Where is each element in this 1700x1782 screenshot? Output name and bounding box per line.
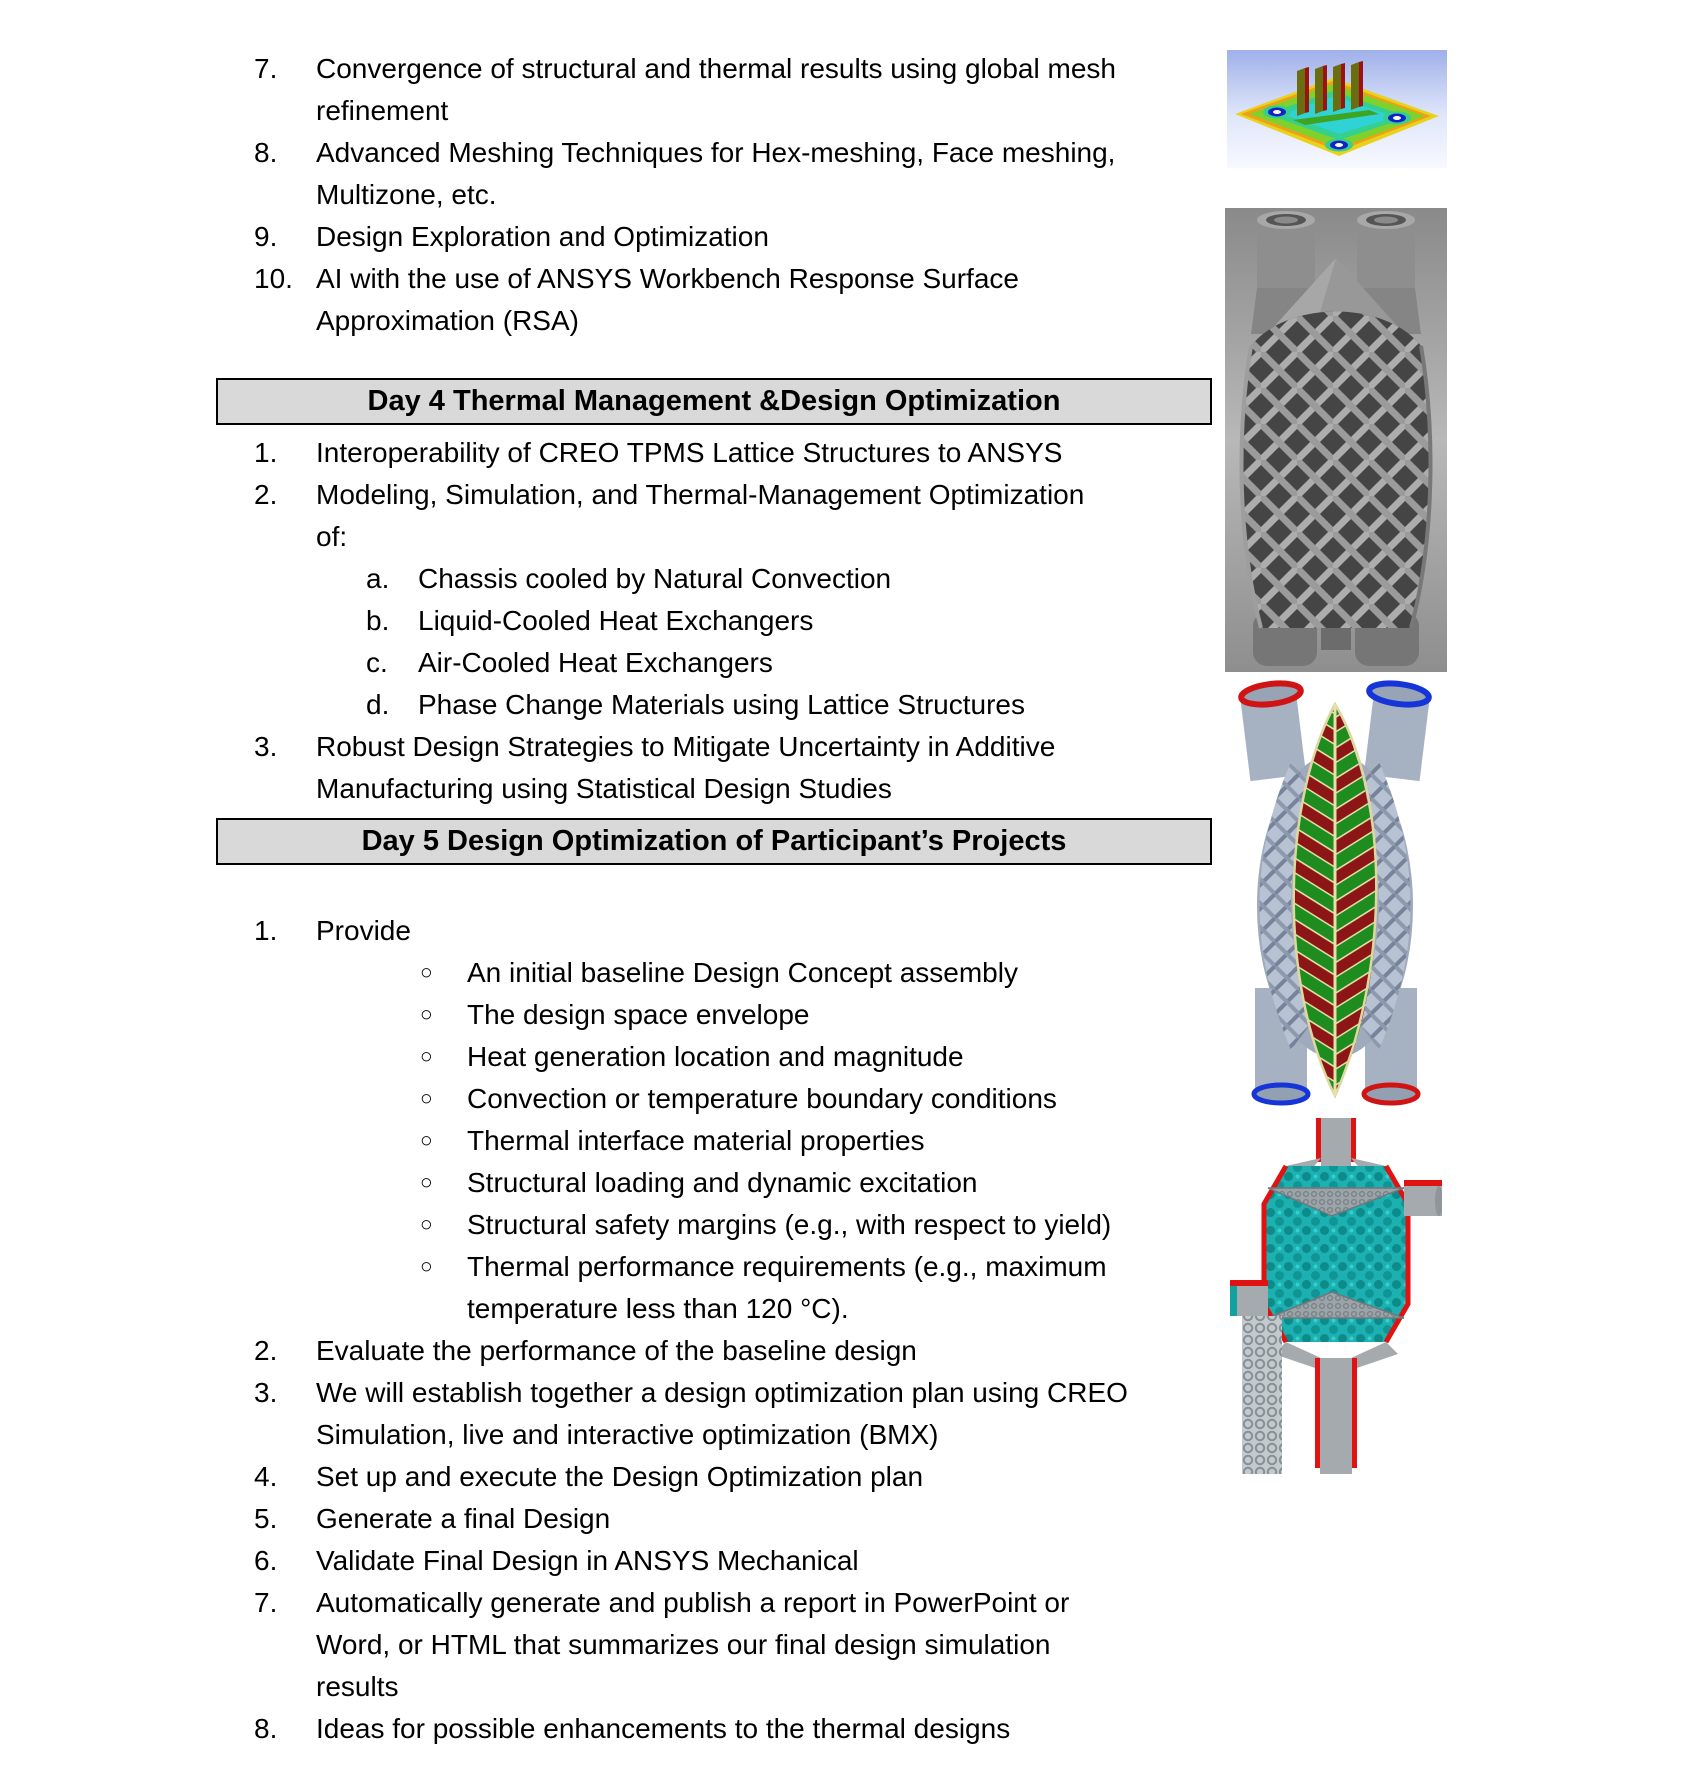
bullet-item bbox=[216, 994, 1212, 1036]
list-item-line: Automatically generate and publish a report in PowerPoint or bbox=[316, 1587, 1070, 1618]
list-marker: 8. bbox=[254, 137, 278, 168]
list-item-text bbox=[467, 1036, 964, 1078]
list-item-line: Interoperability of CREO TPMS Lattice Structures to ANSYS bbox=[316, 437, 1063, 468]
list-item-text bbox=[418, 600, 813, 642]
section-header-day5: Day 5 Design Optimization of Participant’s Projects bbox=[216, 818, 1212, 865]
list-item-text bbox=[418, 642, 773, 684]
list-item bbox=[216, 132, 1212, 216]
list-item-line: AI with the use of ANSYS Workbench Response Surface bbox=[316, 263, 1019, 294]
list-item-text bbox=[467, 1246, 1107, 1330]
list-marker: a. bbox=[366, 563, 390, 594]
list-marker: d. bbox=[366, 689, 390, 720]
gyroid-heat-exchanger-cutaway-icon bbox=[1230, 1118, 1442, 1476]
lattice-heat-exchanger-cutaway-image bbox=[1227, 678, 1443, 1112]
list-marker: 8. bbox=[254, 1713, 278, 1744]
list-item bbox=[216, 258, 1212, 342]
list-item-text bbox=[316, 216, 769, 258]
bullet-item bbox=[216, 952, 1212, 994]
list-item-text bbox=[467, 1120, 925, 1162]
list-item-line: refinement bbox=[316, 95, 449, 126]
fea-contour-plot-icon bbox=[1227, 50, 1447, 168]
circle-bullet-icon: ○ bbox=[420, 1003, 433, 1026]
circle-bullet-icon: ○ bbox=[420, 1087, 433, 1110]
list-item-text bbox=[467, 1078, 1057, 1120]
list-item-line: Heat generation location and magnitude bbox=[467, 1041, 964, 1072]
bullet-item bbox=[216, 1204, 1212, 1246]
list-item bbox=[216, 1708, 1212, 1750]
list-item-text bbox=[418, 558, 891, 600]
list-item-text bbox=[316, 132, 1115, 216]
list-marker: 4. bbox=[254, 1461, 278, 1492]
list-item-text bbox=[316, 910, 411, 952]
list-item bbox=[216, 1456, 1212, 1498]
list-subitem bbox=[216, 600, 1212, 642]
list-item-line: Manufacturing using Statistical Design Studies bbox=[316, 773, 892, 804]
list-marker: 10. bbox=[254, 263, 293, 294]
list-marker: 7. bbox=[254, 1587, 278, 1618]
list-item-text bbox=[316, 1456, 923, 1498]
list-item-line: Advanced Meshing Techniques for Hex-meshing, Face meshing, bbox=[316, 137, 1116, 168]
circle-bullet-icon: ○ bbox=[420, 1129, 433, 1152]
bullet-item bbox=[216, 1036, 1212, 1078]
list-item-line: Approximation (RSA) bbox=[316, 305, 579, 336]
list-item-text bbox=[316, 1582, 1069, 1708]
list-marker: 9. bbox=[254, 221, 278, 252]
list-item-line: Structural loading and dynamic excitation bbox=[467, 1167, 978, 1198]
list-item-text bbox=[316, 432, 1062, 474]
bullet-item bbox=[216, 1078, 1212, 1120]
list-marker: 2. bbox=[254, 1335, 278, 1366]
list-item-line: Convergence of structural and thermal results using global mesh bbox=[316, 53, 1116, 84]
list-marker: 1. bbox=[254, 915, 278, 946]
circle-bullet-icon: ○ bbox=[420, 1255, 433, 1278]
list-item-text bbox=[316, 1708, 1010, 1750]
list-marker: 6. bbox=[254, 1545, 278, 1576]
list-item-line: Design Exploration and Optimization bbox=[316, 221, 769, 252]
list-item-text bbox=[316, 1330, 917, 1372]
list-marker: c. bbox=[366, 647, 388, 678]
bullet-item bbox=[216, 1162, 1212, 1204]
list-item-line: Convection or temperature boundary conditions bbox=[467, 1083, 1057, 1114]
list-item-line: Set up and execute the Design Optimization plan bbox=[316, 1461, 924, 1492]
list-item-text bbox=[316, 474, 1084, 558]
list-item bbox=[216, 432, 1212, 474]
list-item-line: Multizone, etc. bbox=[316, 179, 497, 210]
circle-bullet-icon: ○ bbox=[420, 1045, 433, 1068]
bullet-item bbox=[216, 1120, 1212, 1162]
printed-lattice-vessel-photo bbox=[1225, 208, 1447, 672]
list-item bbox=[216, 910, 1212, 952]
list-item-text bbox=[316, 726, 1055, 810]
list-item bbox=[216, 1372, 1212, 1456]
list-item bbox=[216, 216, 1212, 258]
list-item-line: Generate a final Design bbox=[316, 1503, 611, 1534]
list-item-line: Provide bbox=[316, 915, 411, 946]
list-item-line: Air-Cooled Heat Exchangers bbox=[418, 647, 773, 678]
list-item-line: results bbox=[316, 1671, 399, 1702]
list-item-line: Liquid-Cooled Heat Exchangers bbox=[418, 605, 814, 636]
list-marker: 1. bbox=[254, 437, 278, 468]
list-item-line: An initial baseline Design Concept assembly bbox=[467, 957, 1018, 988]
list-item-text bbox=[316, 48, 1116, 132]
list-item-text bbox=[467, 1204, 1111, 1246]
list-item-text bbox=[467, 994, 809, 1036]
list-marker: 3. bbox=[254, 731, 278, 762]
list-item-text bbox=[467, 1162, 978, 1204]
lattice-heat-exchanger-cutaway-icon bbox=[1227, 678, 1443, 1112]
list-item-text bbox=[316, 1498, 610, 1540]
list-marker: 5. bbox=[254, 1503, 278, 1534]
list-item bbox=[216, 48, 1212, 132]
list-item bbox=[216, 1540, 1212, 1582]
list-item-line: temperature less than 120 °C). bbox=[467, 1293, 849, 1324]
list-item bbox=[216, 474, 1212, 558]
list-item-line: Chassis cooled by Natural Convection bbox=[418, 563, 892, 594]
list-marker: b. bbox=[366, 605, 390, 636]
fea-contour-plot-image bbox=[1227, 50, 1447, 168]
circle-bullet-icon: ○ bbox=[420, 961, 433, 984]
list-item-line: Simulation, live and interactive optimization (BMX) bbox=[316, 1419, 939, 1450]
list-subitem bbox=[216, 642, 1212, 684]
list-item-line: Robust Design Strategies to Mitigate Uncertainty in Additive bbox=[316, 731, 1056, 762]
list-item-text bbox=[316, 1540, 859, 1582]
bullet-item bbox=[216, 1246, 1212, 1330]
list-item bbox=[216, 726, 1212, 810]
list-item bbox=[216, 1582, 1212, 1708]
list-subitem bbox=[216, 558, 1212, 600]
list-item-line: We will establish together a design optimization plan using CREO bbox=[316, 1377, 1128, 1408]
list-item-line: Validate Final Design in ANSYS Mechanical bbox=[316, 1545, 859, 1576]
list-item-line: Phase Change Materials using Lattice Structures bbox=[418, 689, 1025, 720]
list-marker: 3. bbox=[254, 1377, 278, 1408]
list-item-line: The design space envelope bbox=[467, 999, 810, 1030]
circle-bullet-icon: ○ bbox=[420, 1171, 433, 1194]
list-item-text bbox=[316, 258, 1019, 342]
list-item-line: Thermal performance requirements (e.g., maximum bbox=[467, 1251, 1107, 1282]
list-item-line: Evaluate the performance of the baseline design bbox=[316, 1335, 917, 1366]
list-item-line: Structural safety margins (e.g., with respect to yield) bbox=[467, 1209, 1112, 1240]
list-item-line: Thermal interface material properties bbox=[467, 1125, 925, 1156]
list-marker: 2. bbox=[254, 479, 278, 510]
list-item-line: Ideas for possible enhancements to the thermal designs bbox=[316, 1713, 1011, 1744]
list-item-line: Word, or HTML that summarizes our final design simulation bbox=[316, 1629, 1051, 1660]
list-item-line: Modeling, Simulation, and Thermal-Management Optimization bbox=[316, 479, 1085, 510]
list-marker: 7. bbox=[254, 53, 278, 84]
list-item bbox=[216, 1498, 1212, 1540]
list-item-text bbox=[316, 1372, 1128, 1456]
printed-lattice-vessel-icon bbox=[1225, 208, 1447, 672]
list-item bbox=[216, 1330, 1212, 1372]
list-subitem bbox=[216, 684, 1212, 726]
gyroid-heat-exchanger-cutaway-image bbox=[1230, 1118, 1442, 1476]
section-header-day4: Day 4 Thermal Management &Design Optimization bbox=[216, 378, 1212, 425]
list-item-text bbox=[467, 952, 1018, 994]
list-item-text bbox=[418, 684, 1025, 726]
document-text-column bbox=[216, 48, 1212, 1750]
list-item-line: of: bbox=[316, 521, 348, 552]
circle-bullet-icon: ○ bbox=[420, 1213, 433, 1236]
